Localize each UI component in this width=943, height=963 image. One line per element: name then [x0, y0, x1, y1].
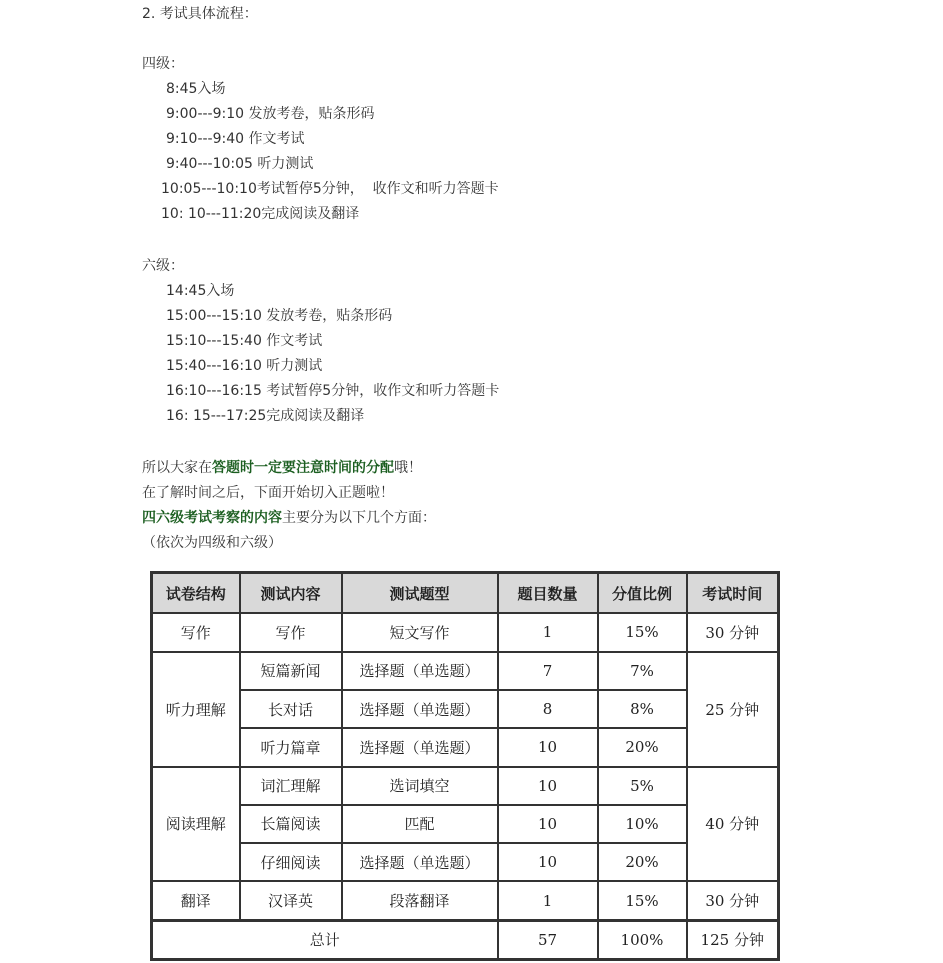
count-cell: 7: [498, 652, 598, 690]
content-cell: 听力篇章: [240, 728, 342, 766]
section-heading: 2. 考试具体流程：: [142, 6, 258, 22]
type-cell: 选择题（单选题）: [342, 690, 498, 728]
time-cell: 30 分钟: [687, 613, 779, 651]
note-text: 哦！: [394, 460, 422, 476]
count-cell: 8: [498, 690, 598, 728]
ratio-cell: 8%: [598, 690, 687, 728]
type-cell: 短文写作: [342, 613, 498, 651]
content-cell: 汉译英: [240, 881, 342, 920]
note-intro: 在了解时间之后，下面开始切入正题啦！: [142, 485, 394, 501]
cet4-line: 10: 10---11:20完成阅读及翻译: [161, 206, 360, 222]
structure-cell: 阅读理解: [152, 767, 240, 882]
cet4-line: 9:10---9:40 作文考试: [166, 131, 305, 147]
type-cell: 选择题（单选题）: [342, 843, 498, 881]
content-cell: 写作: [240, 613, 342, 651]
count-cell: 1: [498, 881, 598, 920]
ratio-cell: 5%: [598, 767, 687, 805]
cet6-line: 15:10---15:40 作文考试: [166, 333, 323, 349]
count-cell: 10: [498, 767, 598, 805]
structure-cell: 写作: [152, 613, 240, 651]
table-row: [152, 652, 779, 690]
table-header-row: [152, 573, 779, 614]
cet4-line: 8:45入场: [166, 81, 226, 97]
count-cell: 57: [498, 920, 598, 959]
header-cell: 测试题型: [342, 573, 498, 614]
header-cell: 考试时间: [687, 573, 779, 614]
time-cell: 125 分钟: [687, 920, 779, 959]
table-row: [152, 728, 779, 766]
cet4-line: 9:00---9:10 发放考卷，贴条形码: [166, 106, 375, 122]
content-cell: 仔细阅读: [240, 843, 342, 881]
ratio-cell: 20%: [598, 728, 687, 766]
count-cell: 10: [498, 728, 598, 766]
header-cell: 分值比例: [598, 573, 687, 614]
table-row: [152, 613, 779, 651]
note-time-allocation: [142, 458, 422, 478]
table-row: [152, 767, 779, 805]
note-text: 所以大家在: [142, 460, 212, 476]
table-total-row: [152, 920, 779, 959]
note-order: （依次为四级和六级）: [142, 535, 282, 551]
note-highlight: 答题时一定要注意时间的分配: [212, 460, 394, 476]
table-row: [152, 690, 779, 728]
cet6-line: 16: 15---17:25完成阅读及翻译: [166, 408, 365, 424]
structure-cell: 听力理解: [152, 652, 240, 767]
cet4-label: 四级：: [142, 56, 184, 72]
note-highlight: 四六级考试考察的内容: [142, 510, 282, 526]
time-cell: 30 分钟: [687, 881, 779, 920]
type-cell: 选择题（单选题）: [342, 652, 498, 690]
ratio-cell: 100%: [598, 920, 687, 959]
exam-structure-table-wrapper: [150, 571, 777, 961]
ratio-cell: 20%: [598, 843, 687, 881]
table-row: [152, 881, 779, 920]
cet6-line: 15:00---15:10 发放考卷，贴条形码: [166, 308, 393, 324]
table-row: [152, 843, 779, 881]
cet6-line: 15:40---16:10 听力测试: [166, 358, 323, 374]
type-cell: 匹配: [342, 805, 498, 843]
time-cell: 40 分钟: [687, 767, 779, 882]
header-cell: 题目数量: [498, 573, 598, 614]
ratio-cell: 7%: [598, 652, 687, 690]
content-cell: 短篇新闻: [240, 652, 342, 690]
cet4-line: 9:40---10:05 听力测试: [166, 156, 314, 172]
cet6-line: 16:10---16:15 考试暂停5分钟，收作文和听力答题卡: [166, 383, 500, 399]
type-cell: 段落翻译: [342, 881, 498, 920]
cet6-label: 六级：: [142, 258, 184, 274]
header-cell: 测试内容: [240, 573, 342, 614]
count-cell: 10: [498, 805, 598, 843]
type-cell: 选择题（单选题）: [342, 728, 498, 766]
content-cell: 词汇理解: [240, 767, 342, 805]
count-cell: 1: [498, 613, 598, 651]
note-content-scope: [142, 508, 436, 528]
ratio-cell: 15%: [598, 613, 687, 651]
total-label-cell: 总计: [152, 920, 498, 959]
ratio-cell: 10%: [598, 805, 687, 843]
cet4-line: 10:05---10:10考试暂停5分钟， 收作文和听力答题卡: [161, 181, 499, 197]
table-row: [152, 805, 779, 843]
header-cell: 试卷结构: [152, 573, 240, 614]
exam-structure-table: [150, 571, 780, 961]
type-cell: 选词填空: [342, 767, 498, 805]
count-cell: 10: [498, 843, 598, 881]
structure-cell: 翻译: [152, 881, 240, 920]
content-cell: 长对话: [240, 690, 342, 728]
time-cell: 25 分钟: [687, 652, 779, 767]
cet6-line: 14:45入场: [166, 283, 235, 299]
ratio-cell: 15%: [598, 881, 687, 920]
note-text: 主要分为以下几个方面：: [282, 510, 436, 526]
content-cell: 长篇阅读: [240, 805, 342, 843]
